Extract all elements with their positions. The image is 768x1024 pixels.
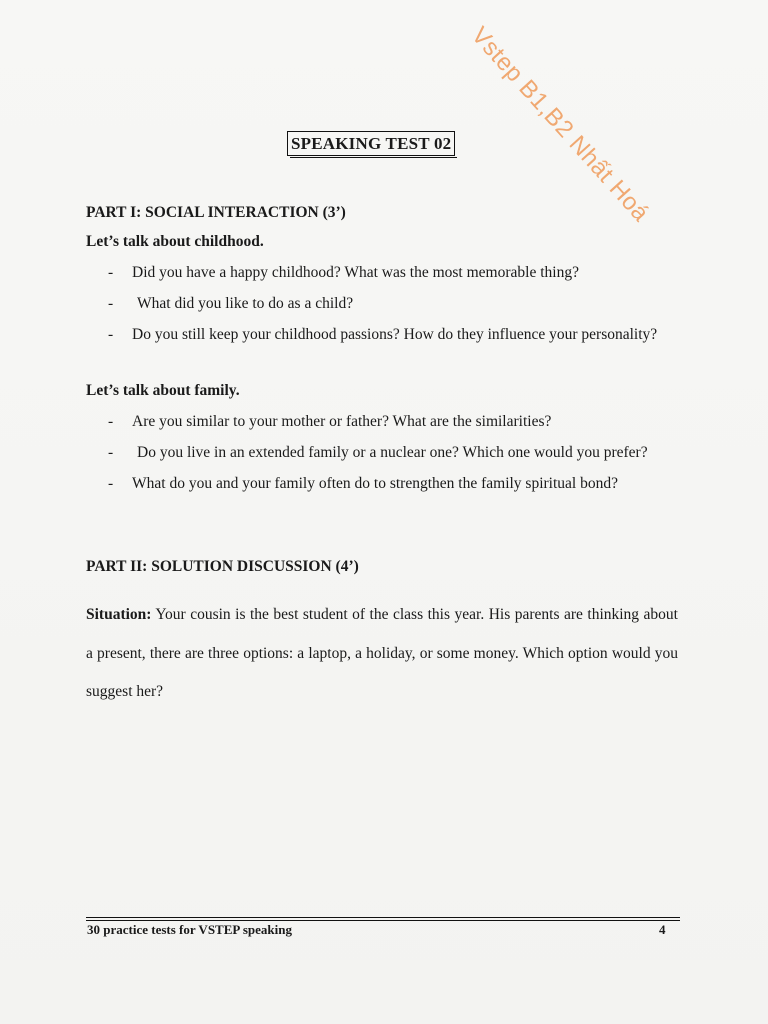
situation-label: Situation: bbox=[86, 606, 152, 623]
question-item bbox=[86, 320, 678, 349]
question-text: Did you have a happy childhood? What was the most memorable thing? bbox=[132, 264, 579, 281]
footer-rule bbox=[86, 917, 680, 918]
question-text: What did you like to do as a child? bbox=[137, 295, 354, 312]
part1-heading: PART I: SOCIAL INTERACTION (3’) bbox=[86, 204, 346, 221]
watermark-text: Vstep B1,B2 Nhất Hoá bbox=[465, 22, 655, 227]
situation-text: Your cousin is the best student of the class this year. His parents are thinking about a present, there are three options: a laptop, a holiday, or some money. Which option would you suggest her? bbox=[86, 606, 678, 700]
page-title: SPEAKING TEST 02 bbox=[287, 131, 455, 156]
situation-paragraph bbox=[86, 596, 678, 712]
dash-bullet: - bbox=[108, 295, 114, 312]
dash-bullet: - bbox=[108, 475, 114, 492]
footer-page-number: 4 bbox=[659, 922, 666, 937]
dash-bullet: - bbox=[108, 444, 114, 461]
topic-childhood-label: Let’s talk about childhood. bbox=[86, 233, 264, 250]
question-item bbox=[86, 469, 678, 498]
topic-family-label: Let’s talk about family. bbox=[86, 382, 240, 399]
childhood-questions bbox=[86, 258, 678, 349]
part2-heading: PART II: SOLUTION DISCUSSION (4’) bbox=[86, 558, 359, 575]
family-questions bbox=[86, 407, 678, 498]
question-item bbox=[86, 407, 678, 436]
dash-bullet: - bbox=[108, 326, 114, 343]
question-text: What do you and your family often do to strengthen the family spiritual bond? bbox=[132, 475, 618, 492]
question-item bbox=[86, 438, 678, 467]
dash-bullet: - bbox=[108, 413, 114, 430]
question-text: Do you still keep your childhood passions? How do they influence your personality? bbox=[132, 326, 658, 343]
question-text: Are you similar to your mother or father? What are the similarities? bbox=[132, 413, 552, 430]
question-item bbox=[86, 258, 678, 287]
question-text: Do you live in an extended family or a nuclear one? Which one would you prefer? bbox=[137, 444, 648, 461]
question-item bbox=[86, 289, 678, 318]
footer-rule bbox=[86, 920, 680, 921]
dash-bullet: - bbox=[108, 264, 114, 281]
footer-book-title: 30 practice tests for VSTEP speaking bbox=[87, 922, 292, 937]
